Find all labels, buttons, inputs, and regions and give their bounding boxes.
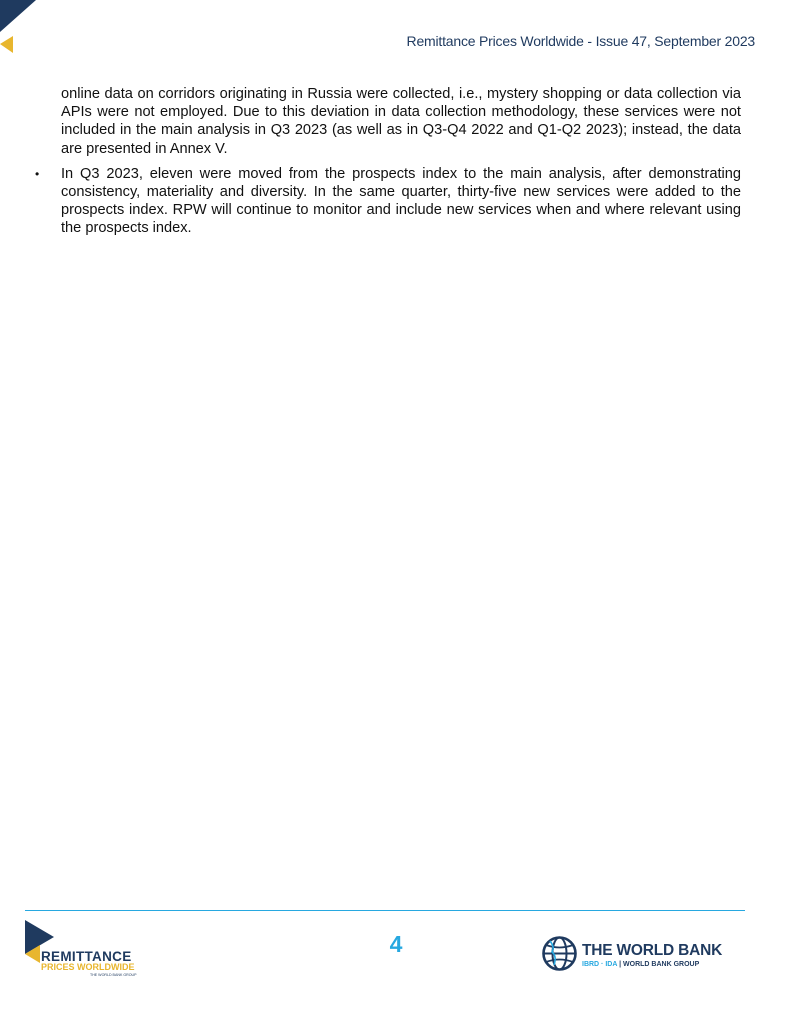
paragraph-continuation: online data on corridors originating in Russia were collected, i.e., mystery shopping or data collection via APIs were not employed. Due to this deviation in data collection methodology, these services were not included in the main analysis in Q3 2023 (as well as in Q3-Q4 2022 and Q1-Q2 2023); instead, the data are presented in Annex V. <box>61 86 741 157</box>
world-bank-subtitle <box>582 961 699 968</box>
globe-icon <box>541 935 578 972</box>
world-bank-name: THE WORLD BANK <box>582 942 723 959</box>
rpw-logo-subtitle: PRICES WORLDWIDE <box>41 962 135 972</box>
main-body-text <box>35 85 741 245</box>
rpw-logo-name: REMITTANCE <box>41 949 132 964</box>
logo-divider: | <box>619 961 622 968</box>
bullet-list-item <box>35 165 741 238</box>
bullet-paragraph: In Q3 2023, eleven were moved from the prospects index to the main analysis, after demonstrating consistency, materiality and diversity. In the same quarter, thirty-five new services were added to the prospects index. RPW will continue to monitor and include new services when and where relevant using the prospects index. <box>61 165 741 237</box>
corner-brand-mark <box>0 0 40 60</box>
page-number: 4 <box>389 931 403 957</box>
rpw-logo-group: THE WORLD BANK GROUP <box>90 973 137 977</box>
remittance-prices-worldwide-logo <box>24 920 164 980</box>
header-title: Remittance Prices Worldwide - Issue 47, September 2023 <box>406 33 755 49</box>
footer-divider <box>25 910 745 911</box>
world-bank-logo <box>541 935 741 977</box>
world-bank-group-label: WORLD BANK GROUP <box>623 961 700 968</box>
ibrd-ida-label: IBRD · IDA <box>582 961 618 968</box>
bullet-marker: • <box>35 166 40 181</box>
